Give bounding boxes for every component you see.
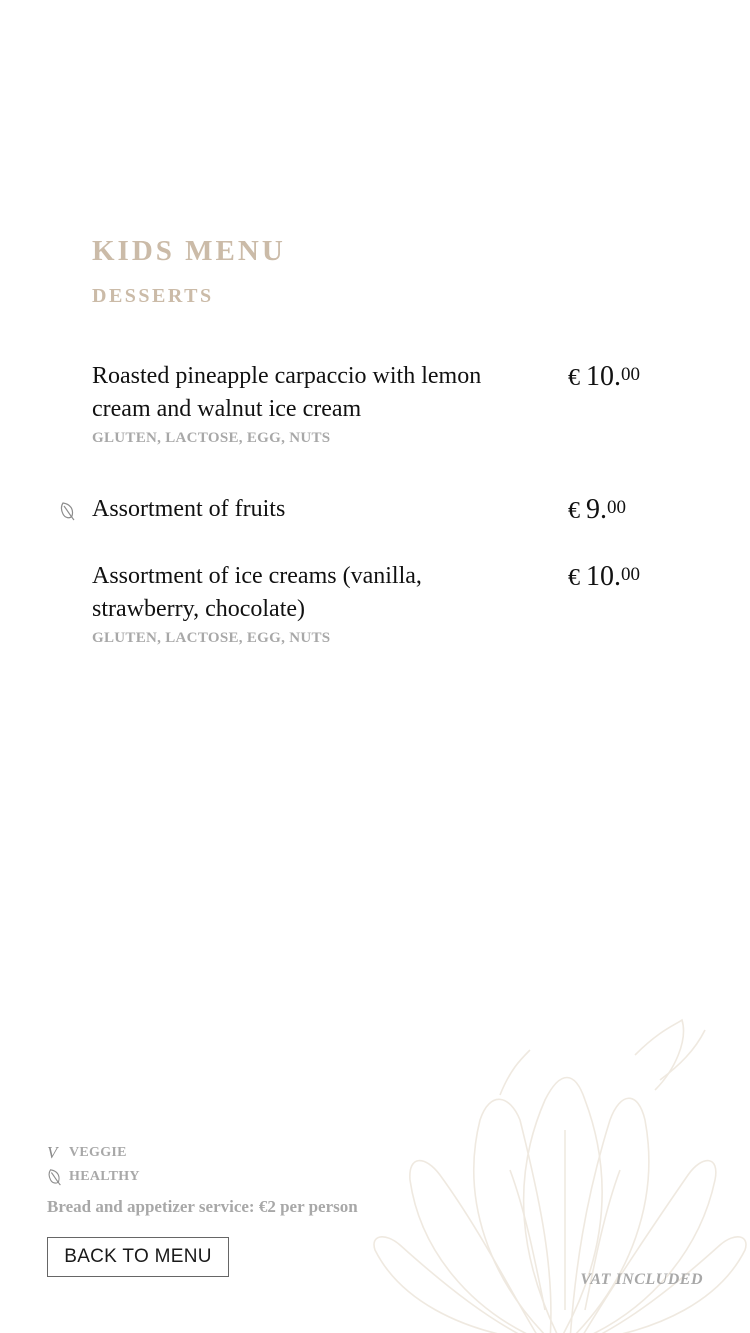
legend-healthy-label: HEALTHY	[69, 1169, 140, 1185]
legend-veggie	[47, 1144, 127, 1162]
currency-symbol: €	[568, 565, 580, 591]
price-cents: 00	[621, 564, 640, 585]
dish-price	[568, 360, 640, 395]
dish-item	[92, 560, 662, 648]
price-cents: 00	[621, 364, 640, 385]
veggie-icon: V	[47, 1143, 58, 1162]
dish-name: Assortment of fruits	[92, 496, 286, 522]
leaf-icon	[47, 1168, 63, 1186]
price-whole: 10.	[586, 561, 621, 592]
dish-name: Assortment of ice creams (vanilla, strawberry, chocolate)	[92, 563, 422, 622]
vat-note: VAT INCLUDED	[580, 1271, 703, 1288]
price-whole: 10.	[586, 361, 621, 392]
currency-symbol: €	[568, 498, 580, 524]
dish-item	[92, 360, 662, 448]
dish-price	[568, 560, 640, 595]
currency-symbol: €	[568, 365, 580, 391]
legend-veggie-label: VEGGIE	[69, 1145, 127, 1161]
legend-healthy	[47, 1168, 140, 1186]
price-cents: 00	[607, 497, 626, 518]
section-title: DESSERTS	[92, 285, 214, 307]
dish-name: Roasted pineapple carpaccio with lemon cream and walnut ice cream	[92, 363, 482, 422]
dish-allergens: GLUTEN, LACTOSE, EGG, NUTS	[92, 430, 331, 446]
dish-item	[92, 493, 662, 526]
service-note: Bread and appetizer service: €2 per person	[47, 1197, 358, 1216]
leaf-icon	[60, 501, 76, 521]
dish-allergens: GLUTEN, LACTOSE, EGG, NUTS	[92, 630, 331, 646]
price-whole: 9.	[586, 494, 607, 525]
menu-title: KIDS MENU	[92, 235, 286, 267]
back-to-menu-button[interactable]: BACK TO MENU	[47, 1237, 229, 1277]
dish-price	[568, 493, 626, 528]
